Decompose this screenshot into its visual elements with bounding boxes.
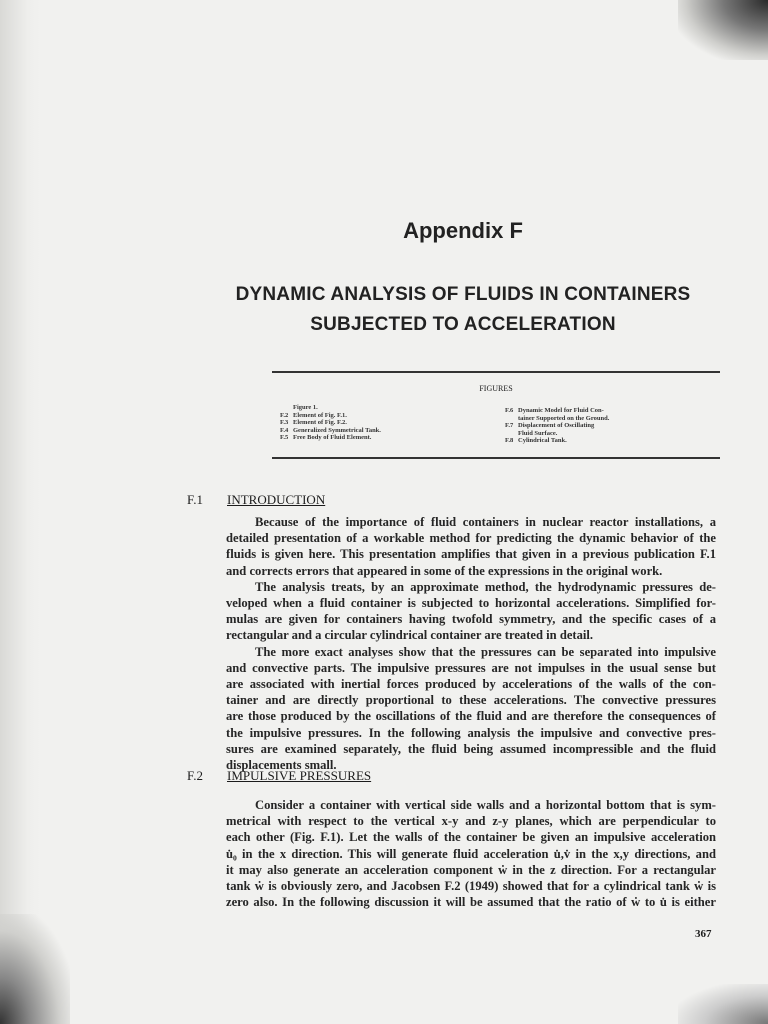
section-title: INTRODUCTION xyxy=(227,492,326,507)
text-line: rectangular and a circular cylindrical container are treated in detail. xyxy=(226,628,594,643)
scan-corner-shadow xyxy=(678,984,768,1024)
text-line: are those produced by the oscillations of the fluid and are therefore the consequences of xyxy=(226,709,716,724)
figure-item: F.2 Element of Fig. F.1. xyxy=(280,411,347,419)
text-line: tainer and are directly proportional to these accelerations. The convective pressures xyxy=(226,693,716,708)
text-line: metrical with respect to the vertical x-y and z-y planes, which are perpendicular to xyxy=(226,814,716,829)
section-title: IMPULSIVE PRESSURES xyxy=(227,768,372,783)
figure-item: F.7 Displacement of Oscillating xyxy=(505,422,595,429)
text-line: Because of the importance of fluid containers in nuclear reactor installations, a xyxy=(255,515,716,529)
text-line: tank ẇ is obviously zero, and Jacobsen F.2 (1949) showed that for a cylindrical tank ẇ is xyxy=(226,879,716,893)
text-line: The more exact analyses show that the pressures can be separated into impulsive xyxy=(255,644,716,659)
text-line: the impulsive pressures. In the following analysis the impulsive and convective pres- xyxy=(226,725,716,740)
figure-item: F.6 Dynamic Model for Fluid Con- xyxy=(505,407,604,414)
figures-list-right xyxy=(505,407,609,445)
figure-item-continued: Fluid Surface. xyxy=(518,429,558,437)
section-number: F.1 xyxy=(187,492,203,507)
text-line: u̇₀ in the x direction. This will generate fluid acceleration u̇,v̇ in the x,y directions, and xyxy=(226,846,716,861)
text-line: displacements small. xyxy=(226,758,337,772)
figure-item: F.8 Cylindrical Tank. xyxy=(505,437,567,444)
figure-item: F.3 Element of Fig. F.2. xyxy=(280,419,347,426)
text-line: Consider a container with vertical side walls and a horizontal bottom that is sym- xyxy=(255,798,716,812)
scan-edge-shadow xyxy=(0,0,40,1024)
text-line: each other (Fig. F.1). Let the walls of the container be given an impulsive acceleration xyxy=(226,830,716,845)
scan-corner-shadow xyxy=(678,0,768,60)
chapter-title-line-2: SUBJECTED TO ACCELERATION xyxy=(310,314,616,335)
text-line: and convective parts. The impulsive pressures are not impulses in the usual sense but xyxy=(226,660,716,675)
scan-corner-shadow xyxy=(0,914,70,1024)
figure-item: Figure 1. xyxy=(293,404,318,411)
figure-item: F.4 Generalized Symmetrical Tank. xyxy=(280,426,381,434)
text-line: and corrects errors that appeared in some of the expressions in the original work. xyxy=(226,563,663,578)
section-number: F.2 xyxy=(187,768,203,783)
text-line: detailed presentation of a workable method for predicting the dynamic behavior of the xyxy=(226,531,716,546)
text-line: fluids is given here. This presentation amplifies that given in a previous publication F.1 xyxy=(226,547,716,562)
appendix-title: Appendix F xyxy=(403,218,523,243)
figure-item-continued: tainer Supported on the Ground. xyxy=(518,414,610,422)
page-number: 367 xyxy=(695,928,712,940)
text-line: mulas are given for containers having twofold symmetry, and the specific cases of a xyxy=(226,612,716,627)
text-line: are associated with inertial forces produced by accelerations of the walls of the con- xyxy=(226,677,716,691)
figures-bottom-rule xyxy=(272,457,720,459)
figures-heading: FIGURES xyxy=(479,384,513,393)
figure-item: F.5 Free Body of Fluid Element. xyxy=(280,434,372,441)
chapter-title-line-1: DYNAMIC ANALYSIS OF FLUIDS IN CONTAINERS xyxy=(235,284,691,305)
text-line: The analysis treats, by an approximate method, the hydrodynamic pressures de- xyxy=(255,579,716,594)
text-line: sures are examined separately, the fluid being assumed incompressible and the fluid xyxy=(226,741,716,756)
figures-list-left xyxy=(280,404,381,442)
figures-top-rule xyxy=(272,371,720,373)
text-line: veloped when a fluid container is subjected to horizontal accelerations. Simplified for- xyxy=(226,596,716,610)
text-line: it may also generate an acceleration component ẇ in the z direction. For a rectangular xyxy=(226,862,716,877)
text-line: zero also. In the following discussion it will be assumed that the ratio of ẇ to u̇ is either xyxy=(226,895,716,910)
